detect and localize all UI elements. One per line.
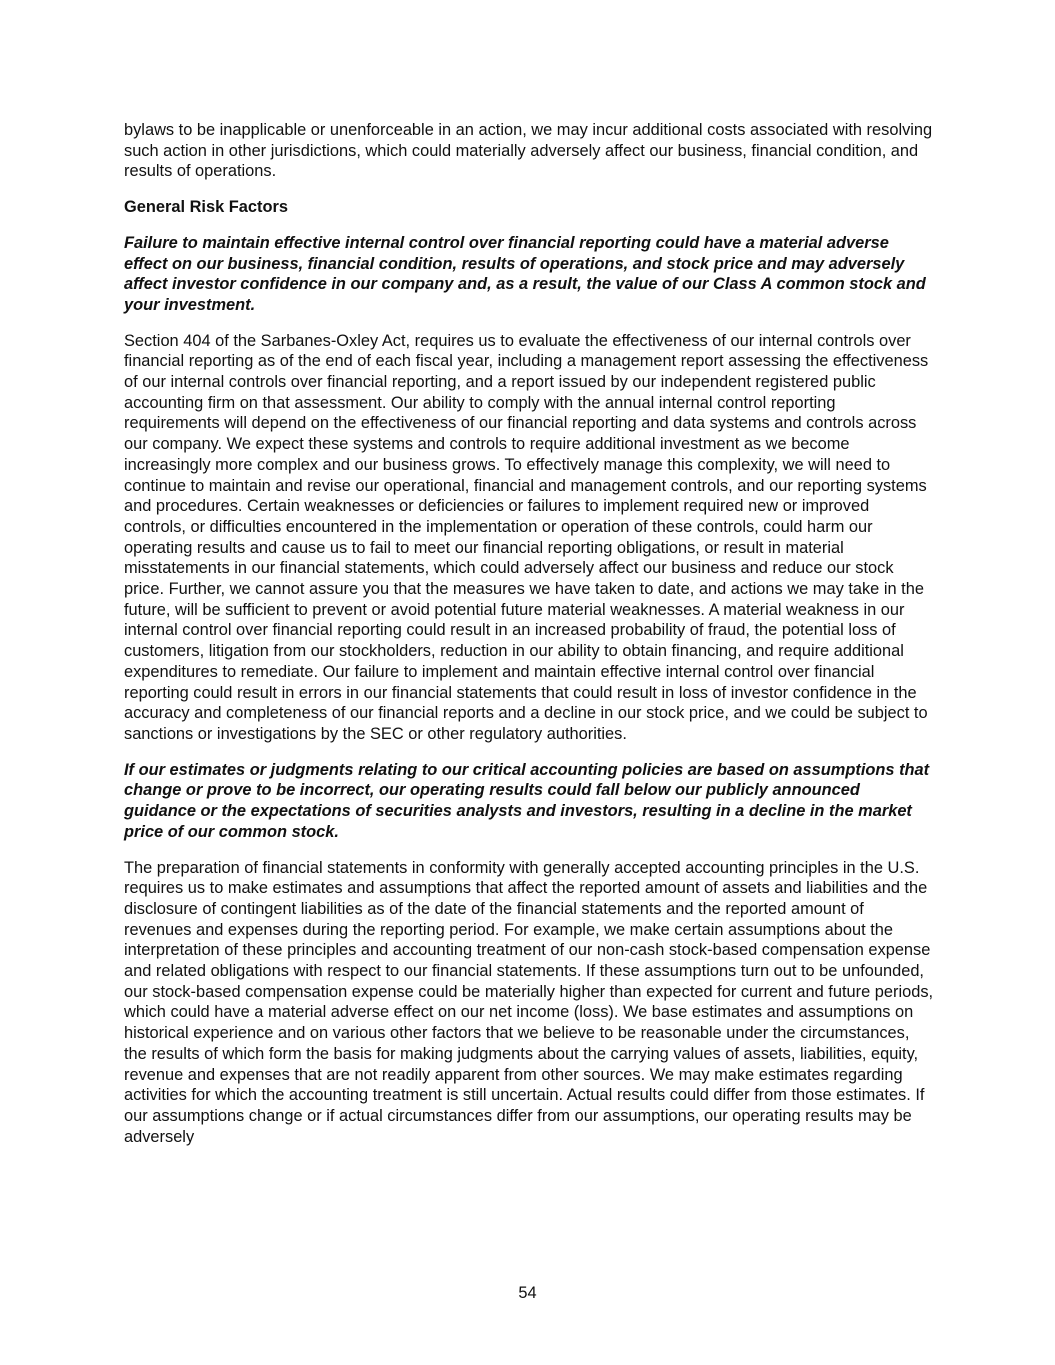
document-page bbox=[124, 120, 934, 1162]
intro-paragraph: bylaws to be inapplicable or unenforceable in an action, we may incur additional costs associated with resolving such action in other jurisdictions, which could materially adversely affect our business, financial condition, and results of operations. bbox=[124, 121, 933, 181]
section-heading: General Risk Factors bbox=[124, 198, 288, 217]
page-number: 54 bbox=[518, 1284, 537, 1302]
risk-heading-accounting-estimates: If our estimates or judgments relating to our critical accounting policies are based on assumptions that change or prove to be incorrect, our operating results could fall below our publicly announced guidance or the expectations of securities analysts and investors, resulting in a decline in the market price of our common stock. bbox=[124, 760, 930, 841]
risk-body-accounting-estimates: The preparation of financial statements in conformity with generally accepted accounting principles in the U.S. requires us to make estimates and assumptions that affect the reported amount of assets and liabilities and the disclosure of contingent liabilities as of the date of the financial statements and the reported amount of revenues and expenses during the reporting period. For example, we make certain assumptions about the interpretation of these principles and accounting treatment of our non-cash stock-based compensation expense and related obligations with respect to our financial statements. If these assumptions turn out to be unfounded, our stock-based compensation expense could be materially higher than expected for current and future periods, which could have a material adverse effect on our net income (loss). We base estimates and assumptions on historical experience and on various other factors that we believe to be reasonable under the circumstances, the results of which form the basis for making judgments about the carrying values of assets, liabilities, equity, revenue and expenses that are not readily apparent from other sources. We may make estimates regarding activities for which the accounting treatment is still uncertain. Actual results could differ from those estimates. If our assumptions change or if actual circumstances differ from our assumptions, our operating results may be adversely bbox=[124, 858, 934, 1146]
risk-heading-internal-control: Failure to maintain effective internal control over financial reporting could have a material adverse effect on our business, financial condition, results of operations, and stock price and may adversely affect investor confidence in our company and, as a result, the value of our Class A common stock and your investment. bbox=[124, 233, 926, 314]
risk-body-internal-control: Section 404 of the Sarbanes-Oxley Act, requires us to evaluate the effectiveness of our internal controls over financial reporting as of the end of each fiscal year, including a management report assessing the effectiveness of our internal controls over financial reporting, and a report issued by our independent registered public accounting firm on that assessment. Our ability to comply with the annual internal control reporting requirements will depend on the effectiveness of our financial reporting and data systems and controls across our company. We expect these systems and controls to require additional investment as we become increasingly more complex and our business grows. To effectively manage this complexity, we will need to continue to maintain and revise our operational, financial and management controls, and our reporting systems and procedures. Certain weaknesses or deficiencies or failures to implement required new or improved controls, or difficulties encountered in the implementation or operation of these controls, could harm our operating results and cause us to fail to meet our financial reporting obligations, or result in material misstatements in our financial statements, which could adversely affect our business and reduce our stock price. Further, we cannot assure you that the measures we have taken to date, and actions we may take in the future, will be sufficient to prevent or avoid potential future material weaknesses. A material weakness in our internal control over financial reporting could result in an increased probability of fraud, the potential loss of customers, litigation from our stockholders, reduction in our ability to obtain financing, and require additional expenditures to remediate. Our failure to implement and maintain effective internal control over financial reporting could result in errors in our financial statements that could result in loss of investor confidence in the accuracy and completeness of our financial reports and a decline in our stock price, and we could be subject to sanctions or investigations by the SEC or other regulatory authorities. bbox=[124, 331, 929, 743]
